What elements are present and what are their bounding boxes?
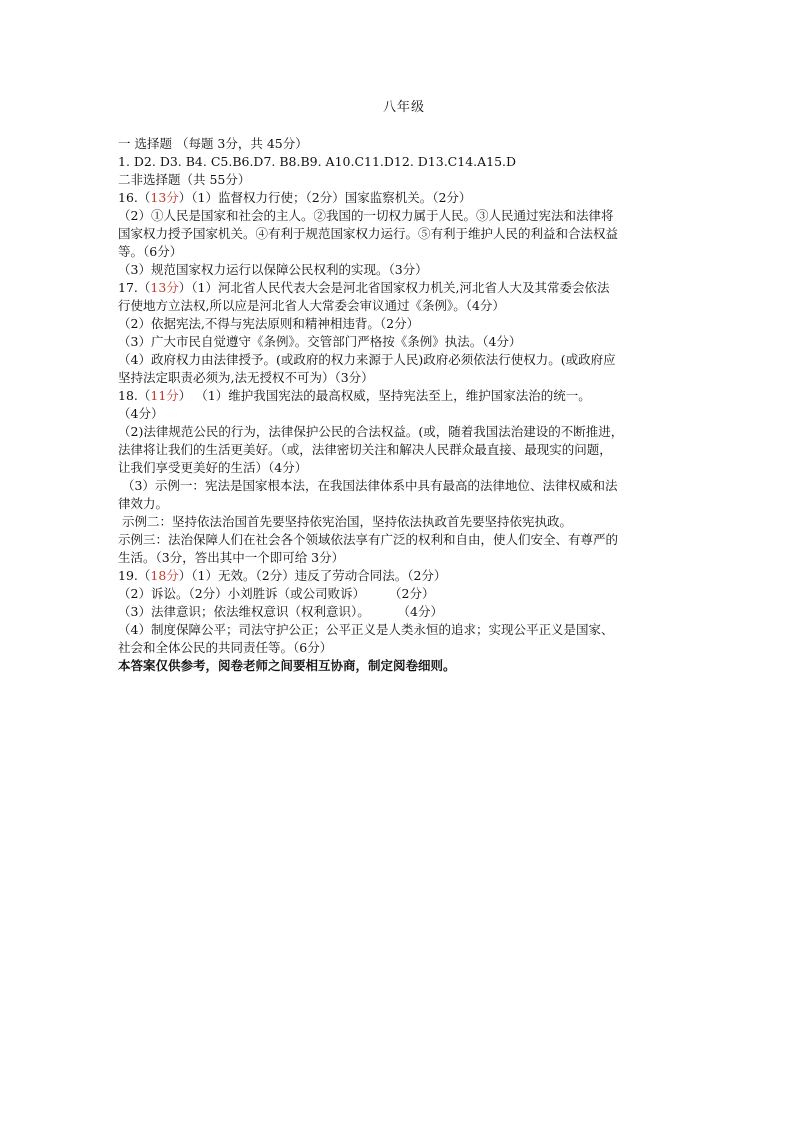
q16-points: 13分 (150, 190, 179, 205)
section-2-heading: 二非选择题（共 55分） (118, 172, 251, 187)
q19-number: 19.（ (118, 568, 151, 583)
q18-line-4: 法律将让我们的生活更美好。（或，法律密切关注和解决人民群众最直接、最现实的问题， (118, 442, 612, 457)
q18-line-9: 示例三：法治保障人们在社会各个领域依法享有广泛的权利和自由，使人们安全、有尊严的 (118, 532, 619, 547)
section-1-heading: 一 选择题 （每题 3分，共 45分） (118, 136, 308, 151)
q19-line-3: （3）法律意识；依法维权意识（权利意识）。 （4分） (118, 604, 443, 619)
section-1-answers: 1. D2. D3. B4. C5.B6.D7. B8.B9. A10.C11.D12. D13.C14.A15.D (118, 154, 517, 169)
page-title: 八年级 (382, 100, 425, 115)
q19-points: 18分 (150, 568, 179, 583)
q18-line-1 (118, 387, 690, 405)
q16-line-2: （2）①人民是国家和社会的主人。②我国的一切权力属于人民。③人民通过宪法和法律将 (118, 208, 614, 223)
q18-line-6: （3）示例一：宪法是国家根本法，在我国法律体系中具有最高的法律地位、法律权威和法 (118, 478, 618, 493)
q19-line-5: 社会和全体公民的共同责任等。（6分） (118, 640, 333, 655)
q17-line-1 (118, 279, 690, 297)
q18-line-3: （2)法律规范公民的行为，法律保护公民的合法权益。(或，随着我国法治建设的不断推进， (118, 424, 624, 439)
q17-line-3: （2）依据宪法,不得与宪法原则和精神相违背。（2分） (118, 316, 420, 331)
footer-note: 本答案仅供参考，阅卷老师之间要相互协商，制定阅卷细则。 (118, 658, 456, 673)
q17-line-6: 坚持法定职责必须为,法无授权不可为）（3分） (118, 370, 374, 385)
q19-line-1 (118, 567, 690, 585)
q16-line-3: 国家权力授予国家机关。④有利于规范国家权力运行。⑤有利于维护人民的利益和合法权益 (118, 226, 619, 241)
q17-line-1-text: ）（1）河北省人民代表大会是河北省国家权力机关,河北省人大及其常委会依法 (178, 280, 610, 295)
q16-line-1-text: ）（1）监督权力行使；（2分）国家监察机关。（2分） (178, 190, 472, 205)
q18-line-8: 示例二：坚持依法治国首先要坚持依宪治国，坚持依法执政首先要坚持依宪执政。 (118, 514, 572, 529)
q16-number: 16.（ (118, 190, 151, 205)
q17-number: 17.（ (118, 280, 151, 295)
q18-points: 11分 (150, 388, 179, 403)
q16-line-5: （3）规范国家权力运行以保障公民权利的实现。（3分） (118, 262, 428, 277)
q16-line-4: 等。（6分） (118, 244, 183, 259)
q18-line-5: 让我们享受更美好的生活）（4分） (118, 460, 308, 475)
q17-points: 13分 (150, 280, 179, 295)
answer-sheet (118, 96, 690, 675)
q17-line-5: （4）政府权力由法律授予。(或政府的权力来源于人民)政府必须依法行使权力。(或政府应 (118, 352, 616, 367)
q18-line-7: 律效力。 (118, 496, 169, 511)
q16-line-1 (118, 189, 690, 207)
q18-line-2: （4分） (118, 406, 164, 421)
q18-line-10: 生活。（3分，答出其中一个即可给 3分） (118, 550, 345, 565)
q17-line-2: 行使地方立法权,所以应是河北省人大常委会审议通过《条例》。（4分） (118, 298, 505, 313)
q17-line-4: （3）广大市民自觉遵守《条例》。交管部门严格按《条例》执法。（4分） (118, 334, 522, 349)
q19-line-4: （4）制度保障公平；司法守护公正；公平正义是人类永恒的追求；实现公平正义是国家、 (118, 622, 614, 637)
q18-number: 18.（ (118, 388, 151, 403)
q19-line-1-text: ）（1）无效。（2分）违反了劳动合同法。（2分） (178, 568, 447, 583)
q19-line-2: （2）诉讼。（2分）小刘胜诉（或公司败诉） （2分） (118, 586, 435, 601)
q18-line-1-text: ） （1）维护我国宪法的最高权威，坚持宪法至上，维护国家法治的统一。 (178, 388, 591, 403)
